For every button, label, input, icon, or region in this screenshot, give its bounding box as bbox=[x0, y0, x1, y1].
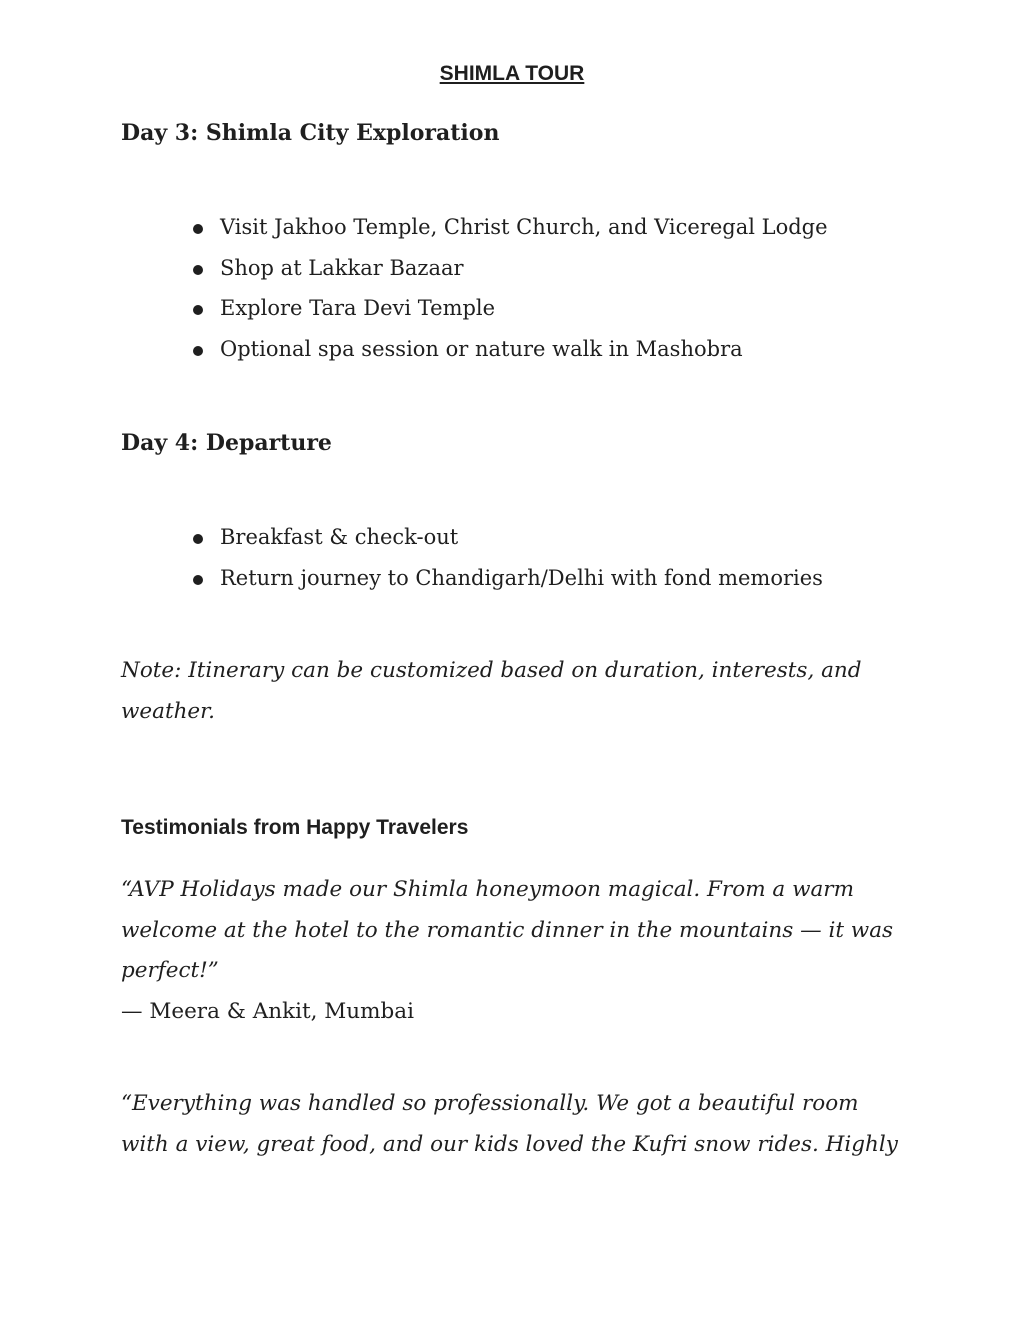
bullet-icon bbox=[193, 224, 203, 234]
day-4-heading: Day 4: Departure bbox=[121, 430, 332, 456]
bullet-icon bbox=[193, 575, 203, 585]
list-item: Visit Jakhoo Temple, Christ Church, and Viceregal Lodge bbox=[190, 207, 828, 248]
bullet-icon bbox=[193, 265, 203, 275]
bullet-icon bbox=[193, 346, 203, 356]
testimonial-2 bbox=[121, 1084, 911, 1165]
bullet-icon bbox=[193, 305, 203, 315]
testimonial-1 bbox=[121, 870, 911, 1032]
bullet-icon bbox=[193, 534, 203, 544]
testimonials-heading: Testimonials from Happy Travelers bbox=[121, 816, 469, 839]
day-4-list bbox=[190, 517, 823, 598]
day-3-heading: Day 3: Shimla City Exploration bbox=[121, 120, 500, 146]
list-item: Return journey to Chandigarh/Delhi with fond memories bbox=[190, 558, 823, 599]
testimonial-author: — Meera & Ankit, Mumbai bbox=[121, 998, 414, 1024]
day-3-list bbox=[190, 207, 828, 370]
list-item: Explore Tara Devi Temple bbox=[190, 288, 828, 329]
list-item: Optional spa session or nature walk in Mashobra bbox=[190, 329, 828, 370]
list-item: Shop at Lakkar Bazaar bbox=[190, 248, 828, 289]
testimonial-quote: “AVP Holidays made our Shimla honeymoon magical. From a warm welcome at the hotel to the romantic dinner in the mountains — it was perfect!” bbox=[121, 877, 894, 983]
itinerary-note: Note: Itinerary can be customized based on duration, interests, and weather. bbox=[121, 658, 862, 724]
document-title: SHIMLA TOUR bbox=[439, 62, 585, 85]
testimonial-quote: “Everything was handled so professionally. We got a beautiful room with a view, great food, and our kids loved the Kufri snow rides. Highly bbox=[121, 1091, 898, 1157]
list-item: Breakfast & check-out bbox=[190, 517, 823, 558]
